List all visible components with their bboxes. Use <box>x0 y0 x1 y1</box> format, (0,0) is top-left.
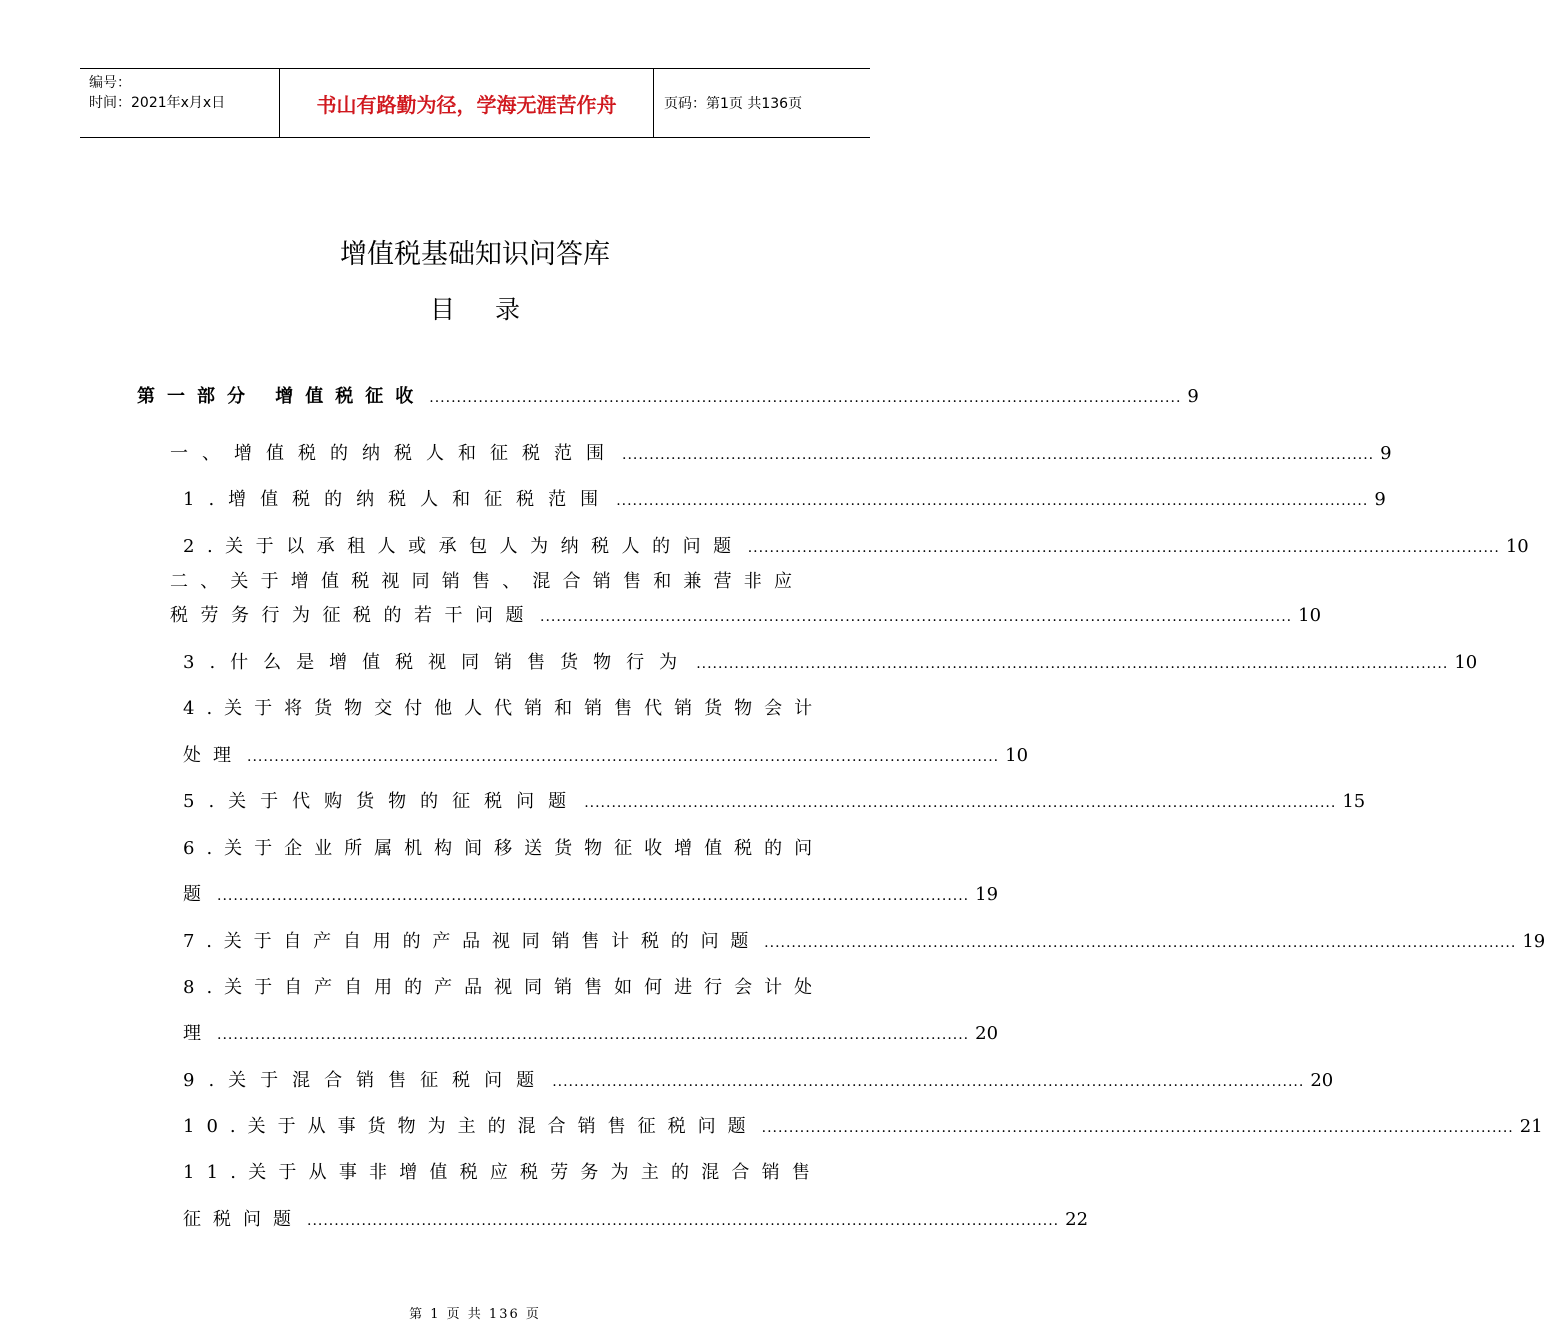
toc-page-number: 21 <box>1519 1116 1543 1137</box>
toc-entry-line1[interactable] <box>183 973 825 999</box>
toc-page-number: 19 <box>975 884 999 905</box>
header-meta <box>80 69 280 137</box>
toc-page-number: 19 <box>1522 931 1545 952</box>
toc-entry[interactable] <box>170 439 1392 465</box>
toc-entry-line2[interactable] <box>183 1205 1089 1231</box>
toc-page-number: 10 <box>1454 652 1478 673</box>
toc-leader: .......................................................................................................................................... <box>247 749 1000 765</box>
toc-page-number: 9 <box>1187 386 1199 407</box>
toc-page-number: 20 <box>1310 1070 1334 1091</box>
toc-leader: .......................................................................................................................................... <box>616 493 1369 509</box>
toc-entry-text: 7.关于自产自用的产品视同销售计税的问题 <box>183 931 761 952</box>
header-page-info: 页码：第1页 共136页 <box>664 96 803 112</box>
toc-entry-text-cont: 税劳务行为征税的若干问题 <box>170 605 536 626</box>
toc-leader: .......................................................................................................................................... <box>747 540 1500 556</box>
toc-entry-text: 5.关于代购货物的征税问题 <box>183 791 581 812</box>
toc-entry-line2[interactable] <box>183 1019 999 1045</box>
toc-leader: .......................................................................................................................................... <box>217 888 970 904</box>
toc-entry-text-cont: 处理 <box>183 745 243 766</box>
toc-entry-text: 9.关于混合销售征税问题 <box>183 1070 549 1091</box>
number-label: 编号： <box>89 75 131 91</box>
toc-entry-line2[interactable] <box>170 601 1322 627</box>
toc-leader: .......................................................................................................................................... <box>696 656 1449 672</box>
toc-leader: .......................................................................................................................................... <box>552 1074 1305 1090</box>
toc-page-number: 10 <box>1505 536 1529 557</box>
toc-entry[interactable] <box>137 382 1199 408</box>
toc-page-number: 15 <box>1342 791 1366 812</box>
page-header <box>80 68 870 138</box>
toc-page-number: 20 <box>975 1023 999 1044</box>
toc-entry-text: 一、增值税的纳税人和征税范围 <box>170 443 618 464</box>
toc-page-number: 22 <box>1065 1209 1089 1230</box>
toc-entry-text-cont: 征税问题 <box>183 1209 303 1230</box>
toc-leader: .......................................................................................................................................... <box>429 390 1182 406</box>
toc-title: 目录 <box>429 295 560 324</box>
toc-entry[interactable] <box>183 485 1386 511</box>
toc-entry-text: 3.什么是增值税视同销售货物行为 <box>183 652 693 673</box>
toc-entry-line2[interactable] <box>183 741 1029 767</box>
toc-entry-line1[interactable] <box>183 694 825 720</box>
toc-page-number: 10 <box>1005 745 1029 766</box>
toc-entry[interactable] <box>183 1112 1543 1138</box>
toc-page-number: 9 <box>1380 443 1392 464</box>
toc-entry[interactable] <box>183 927 1545 953</box>
toc-leader: .......................................................................................................................................... <box>217 1027 970 1043</box>
toc-entry[interactable] <box>183 648 1478 674</box>
toc-entry-line2[interactable] <box>183 880 999 906</box>
toc-leader: .......................................................................................................................................... <box>764 935 1517 951</box>
toc-entry-text: 1.增值税的纳税人和征税范围 <box>183 489 613 510</box>
toc-entry-text-cont: 理 <box>183 1023 213 1044</box>
toc-leader: .......................................................................................................................................... <box>540 609 1293 625</box>
toc-leader: .......................................................................................................................................... <box>761 1120 1514 1136</box>
toc-entry-text: 2.关于以承租人或承包人为纳税人的问题 <box>183 536 744 557</box>
page-footer: 第 1 页 共 136 页 <box>409 1307 541 1322</box>
toc-entry-text-cont: 题 <box>183 884 213 905</box>
header-motto: 书山有路勤为径，学海无涯苦作舟 <box>280 69 654 137</box>
toc-entry-text: 4.关于将货物交付他人代销和销售代销货物会计 <box>183 698 825 719</box>
toc-entry-text: 6.关于企业所属机构间移送货物征收增值税的问 <box>183 838 825 859</box>
toc-entry[interactable] <box>183 787 1366 813</box>
toc-page-number: 9 <box>1374 489 1386 510</box>
toc-leader: .......................................................................................................................................... <box>307 1213 1060 1229</box>
toc-leader: .......................................................................................................................................... <box>584 795 1337 811</box>
toc-entry-line1[interactable] <box>183 834 825 860</box>
toc-entry-text: 二、关于增值税视同销售、混合销售和兼营非应 <box>170 571 805 592</box>
toc-entry-text: 11.关于从事非增值税应税劳务为主的混合销售 <box>183 1162 823 1183</box>
toc-entry-text: 第一部分 增值税征收 <box>137 386 426 407</box>
toc-entry-line1[interactable] <box>183 1158 823 1184</box>
toc-leader: .......................................................................................................................................... <box>622 447 1375 463</box>
document-title: 增值税基础知识问答库 <box>340 239 610 270</box>
time-label: 时间：2021年x月x日 <box>89 95 226 111</box>
toc-entry-text: 10.关于从事货物为主的混合销售征税问题 <box>183 1116 758 1137</box>
toc-entry[interactable] <box>183 1066 1334 1092</box>
toc-page-number: 10 <box>1298 605 1322 626</box>
toc-entry-line1[interactable] <box>170 567 810 593</box>
toc-entry-text: 8.关于自产自用的产品视同销售如何进行会计处 <box>183 977 825 998</box>
toc-entry[interactable] <box>183 532 1529 558</box>
